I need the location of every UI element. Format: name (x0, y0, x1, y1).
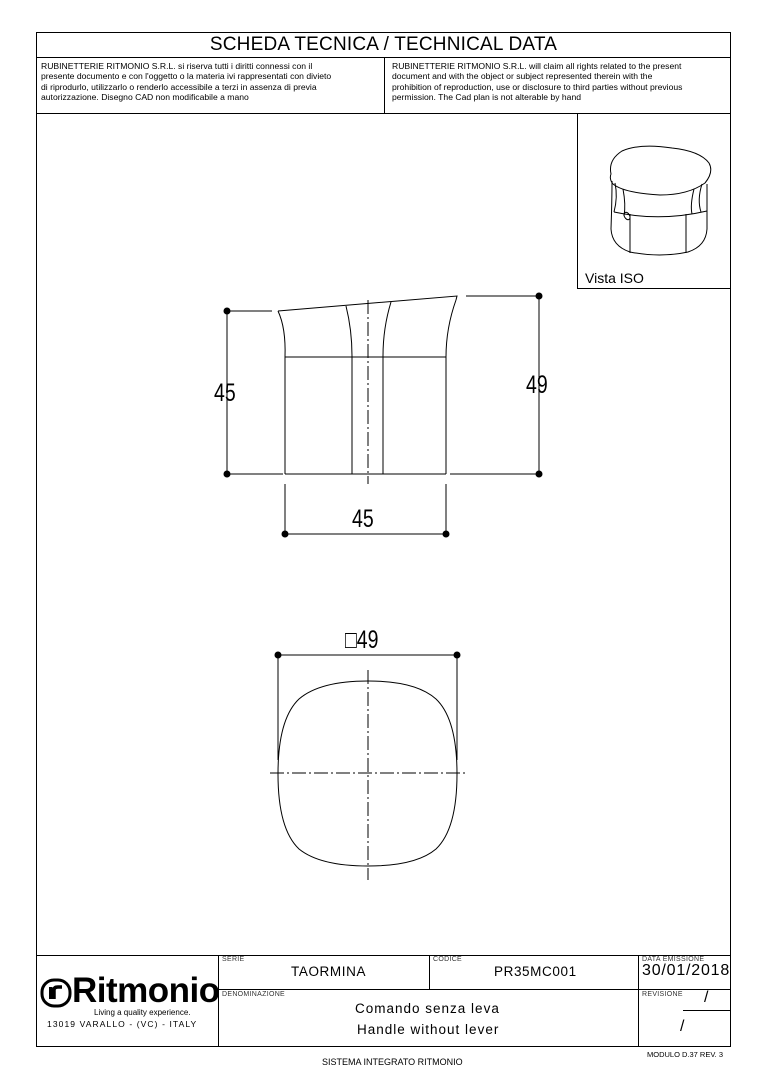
notice-en-line: prohibition of reproduction, use or disclosure to third parties without previous (392, 81, 683, 92)
title-block-top (36, 955, 731, 956)
notice-english (392, 61, 682, 103)
iso-box-left (577, 113, 578, 288)
notice-it-line: autorizzazione. Disegno CAD non modificabile a mano (41, 92, 249, 103)
notice-it-line: RUBINETTERIE RITMONIO S.R.L. si riserva tutti i diritti connessi con il (41, 61, 313, 71)
iso-box-bottom (577, 288, 731, 289)
footer-module-revision: MODULO D.37 REV. 3 (647, 1050, 723, 1059)
revision-underline (683, 1010, 731, 1011)
header-bottom-divider (36, 113, 731, 114)
denominazione-english: Handle without lever (357, 1022, 500, 1037)
front-view-drawing (210, 285, 555, 540)
data-emissione-value: 30/01/2018 (642, 962, 731, 979)
ritmonio-tagline: Living a quality experience. (94, 1008, 191, 1017)
revisione-label: REVISIONE (642, 991, 683, 998)
dim-height-right: 49 (526, 371, 548, 399)
dim-square-size: □49 (345, 626, 379, 654)
title-block-middle (218, 989, 731, 990)
revisione-value-primary: / (704, 989, 710, 1006)
dim-width-bottom: 45 (352, 505, 374, 533)
title-block-code-divider (429, 955, 430, 989)
iso-view-drawing (596, 136, 726, 266)
denominazione-italian: Comando senza leva (355, 1001, 500, 1016)
notice-italian (41, 61, 331, 103)
ritmonio-logo-icon (40, 978, 74, 1008)
codice-label: CODICE (433, 956, 463, 963)
serie-value: TAORMINA (291, 964, 367, 979)
notice-divider (384, 57, 385, 113)
denominazione-label: DENOMINAZIONE (222, 991, 286, 998)
revisione-value-secondary: / (680, 1018, 686, 1035)
notice-en-line: document and with the object or subject represented therein with the (392, 71, 653, 82)
footer-system-name: SISTEMA INTEGRATO RITMONIO (322, 1057, 463, 1067)
notice-en-line: RUBINETTERIE RITMONIO S.R.L. will claim all rights related to the present (392, 61, 682, 71)
ritmonio-address: 13019 VARALLO - (VC) - ITALY (47, 1019, 198, 1029)
serie-label: SERIE (222, 956, 245, 963)
dim-height-left: 45 (214, 379, 236, 407)
notice-it-line: presente documento e con l'oggetto o la materia ivi rappresentati con divieto (41, 71, 332, 82)
ritmonio-logo-text: Ritmonio (72, 971, 220, 1010)
data-emissione-label: DATA EMISSIONE (642, 956, 705, 963)
notice-it-line: di riprodurlo, utilizzarlo o renderlo accessibile a terzi in assenza di previa (41, 81, 317, 92)
title-block-date-divider (638, 955, 639, 1047)
codice-value: PR35MC001 (494, 964, 577, 979)
top-view-drawing (268, 650, 473, 890)
iso-view-label: Vista ISO (585, 270, 644, 286)
sheet-title: SCHEDA TECNICA / TECHNICAL DATA (209, 34, 558, 55)
notice-en-line: permission. The Cad plan is not alterable by hand (392, 92, 582, 103)
